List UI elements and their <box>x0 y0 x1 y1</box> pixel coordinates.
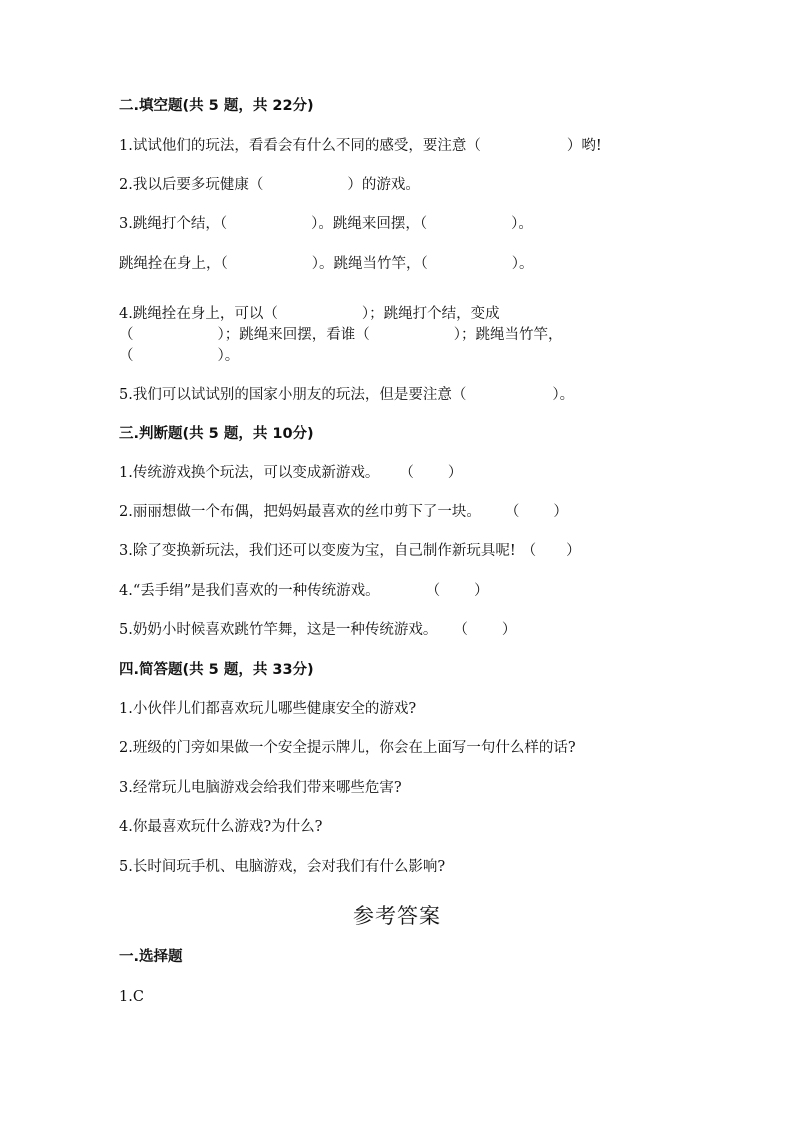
fill-q4b-part2: ）；跳绳来回摆，看谁（ <box>217 327 370 343</box>
paren-close: ） <box>474 583 489 599</box>
judge-q3-text: 3.除了变换新玩法，我们还可以变废为宝，自己制作新玩具呢! <box>119 543 516 559</box>
paren-open: （ <box>399 465 414 481</box>
fill-q4b-part1: （ <box>119 327 134 343</box>
fill-q3a-part3: ）。 <box>511 216 533 232</box>
paren-open: （ <box>504 504 520 520</box>
fill-q3b-part1: 跳绳拴在身上，（ <box>119 256 228 272</box>
fill-question-4a <box>119 304 500 324</box>
judge-q5-text: 5.奶奶小时候喜欢跳竹竿舞，这是一种传统游戏。 <box>119 622 438 638</box>
fill-q5-pre: 5.我们可以试试别的国家小朋友的玩法，但是要注意（ <box>119 387 467 403</box>
fill-question-3a <box>119 214 533 234</box>
fill-q4a-part1: 4.跳绳拴在身上，可以（ <box>119 306 278 322</box>
judge-question-3 <box>119 541 581 561</box>
fill-q5-post: ）。 <box>552 387 575 403</box>
fill-question-3b <box>119 254 534 274</box>
fill-q3b-part2: ）。跳绳当竹竿，（ <box>311 256 428 272</box>
fill-question-4c <box>119 346 239 366</box>
fill-q4c-part1: （ <box>119 348 134 364</box>
paren-close: ） <box>501 622 517 638</box>
judge-question-4 <box>119 581 489 601</box>
paren-close: ） <box>553 504 568 520</box>
judge-question-1 <box>119 463 462 483</box>
judge-q4-text: 4.“丢手绢”是我们喜欢的一种传统游戏。 <box>119 583 380 599</box>
judge-question-2 <box>119 502 568 522</box>
paren-open: （ <box>425 583 441 599</box>
fill-q4a-part2: ）；跳绳打个结，变成 <box>361 306 500 322</box>
judge-q1-text: 1.传统游戏换个玩法，可以变成新游戏。 <box>119 465 380 481</box>
fill-question-4b <box>119 325 563 345</box>
fill-q3a-part2: ）。跳绳来回摆，（ <box>311 216 428 232</box>
fill-q1-post: ）哟! <box>566 138 602 154</box>
section-judge-title: 三.判断题(共 5 题，共 10分) <box>119 426 314 442</box>
section-fill-title: 二.填空题(共 5 题，共 22分) <box>119 98 314 114</box>
section-short-title: 四.简答题(共 5 题，共 33分) <box>119 662 314 678</box>
fill-question-2 <box>119 175 420 195</box>
fill-q4c-part2: ）。 <box>217 348 240 364</box>
judge-question-5 <box>119 620 516 640</box>
answer-1: 1.C <box>119 989 144 1005</box>
fill-question-1 <box>119 136 602 156</box>
judge-q2-text: 2.丽丽想做一个布偶，把妈妈最喜欢的丝巾剪下了一块。 <box>119 504 481 520</box>
short-question-1: 1.小伙伴儿们都喜欢玩儿哪些健康安全的游戏? <box>119 701 417 717</box>
fill-question-5 <box>119 385 574 405</box>
fill-q3a-part1: 3.跳绳打个结，（ <box>119 216 228 232</box>
fill-q3b-part3: ）。 <box>511 256 534 272</box>
fill-q2-pre: 2.我以后要多玩健康（ <box>119 177 264 193</box>
paren-open: （ <box>521 543 537 559</box>
fill-q4b-part3: ）；跳绳当竹竿， <box>453 327 563 343</box>
short-question-3: 3.经常玩儿电脑游戏会给我们带来哪些危害? <box>119 780 402 796</box>
short-question-4: 4.你最喜欢玩什么游戏?为什么? <box>119 819 323 835</box>
short-question-2: 2.班级的门旁如果做一个安全提示牌儿，你会在上面写一句什么样的话? <box>119 740 576 756</box>
fill-q1-pre: 1.试试他们的玩法，看看会有什么不同的感受，要注意（ <box>119 138 481 154</box>
short-question-5: 5.长时间玩手机、电脑游戏，会对我们有什么影响? <box>119 859 446 875</box>
fill-q2-post: ）的游戏。 <box>347 177 420 193</box>
paren-close: ） <box>566 543 581 559</box>
paren-close: ） <box>447 465 463 481</box>
answers-title: 参考答案 <box>353 904 441 928</box>
answers-section-1-title: 一.选择题 <box>119 949 183 965</box>
paren-open: （ <box>453 622 468 638</box>
